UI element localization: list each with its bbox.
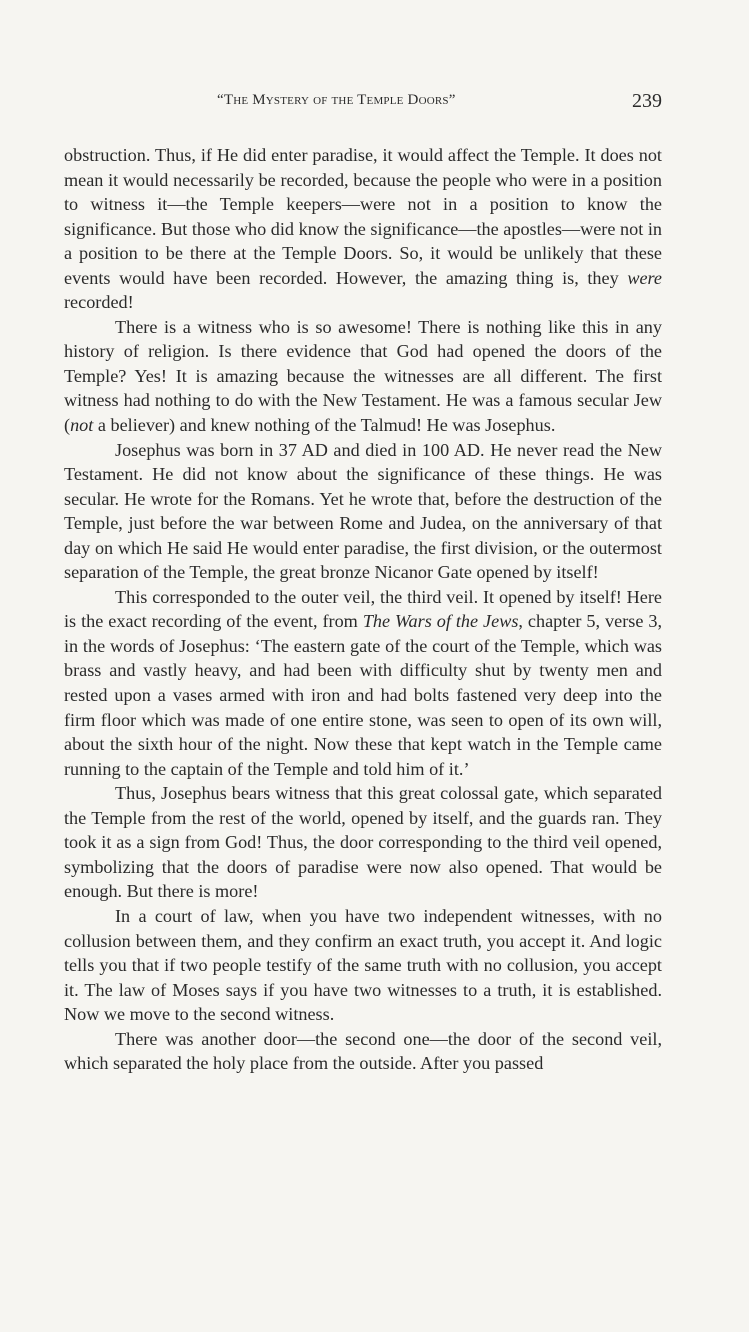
paragraph	[64, 585, 662, 781]
paragraph-text: This corresponded to the outer veil, the third veil. It opened by itself! Here is the exact recording of the event, from	[64, 586, 662, 632]
paragraph-text: recorded!	[64, 292, 134, 313]
paragraph-text: There is a witness who is so awesome! There is nothing like this in any history of religion. Is there evidence that God had opened the doors of the Temple? Yes! It is amazing because the witnesses are all different. The first witness had nothing to do with the New Testament. He was a famous secular Jew (	[64, 316, 662, 436]
italic-text: The Wars of the Jews	[362, 611, 519, 632]
running-head	[64, 90, 662, 120]
paragraph	[64, 781, 662, 904]
italic-text: were	[627, 267, 662, 288]
body-text	[64, 143, 662, 1076]
paragraph	[64, 143, 662, 315]
italic-text: not	[70, 415, 94, 436]
paragraph	[64, 1027, 662, 1076]
paragraph-text: , chapter 5, verse 3, in the words of Josephus: ‘The eastern gate of the court of the Temple, which was brass and vastly heavy, and had been with difficulty shut by twenty men and rested upon a vases armed with iron and had bolts fastened very deep into the firm floor which was made of one entire stone, was seen to open of its own will, about the sixth hour of the night. Now these that kept watch in the Temple came running to the captain of the Temple and told him of it.’	[64, 611, 663, 779]
paragraph-text: There was another door—the second one—the door of the second veil, which separated the holy place from the outside. After you passed	[64, 1028, 662, 1074]
paragraph	[64, 904, 662, 1027]
paragraph-text: a believer) and knew nothing of the Talmud! He was Josephus.	[93, 415, 556, 436]
paragraph	[64, 315, 662, 438]
paragraph-text: In a court of law, when you have two independent witnesses, with no collusion between them, and they confirm an exact truth, you accept it. And logic tells you that if two people testify of the same truth with no collusion, you accept it. The law of Moses says if you have two witnesses to a truth, it is established. Now we move to the second witness.	[64, 905, 662, 1025]
running-title: “The Mystery of the Temple Doors”	[217, 92, 456, 108]
page-number: 239	[632, 90, 662, 112]
paragraph-text: obstruction. Thus, if He did enter paradise, it would affect the Temple. It does not mean it would necessarily be recorded, because the people who were in a position to witness it—the Temple keepers—were not in a position to know the significance. But those who did know the significance—the apostles—were not in a position to be there at the Temple Doors. So, it would be unlikely that these events would have been recorded. However, the amazing thing is, they	[64, 145, 662, 288]
paragraph-text: Josephus was born in 37 AD and died in 100 AD. He never read the New Testament. He did not know about the significance of these things. He was secular. He wrote for the Romans. Yet he wrote that, before the destruction of the Temple, just before the war between Rome and Judea, on the anniversary of that day on which He said He would enter paradise, the first division, or the outermost separation of the Temple, the great bronze Nicanor Gate opened by itself!	[64, 439, 662, 583]
paragraph	[64, 438, 662, 585]
paragraph-text: Thus, Josephus bears witness that this great colossal gate, which separated the Temple from the rest of the world, opened by itself, and the guards ran. They took it as a sign from God! Thus, the door corresponding to the third veil opened, symbolizing that the doors of paradise were now also opened. That would be enough. But there is more!	[64, 783, 662, 902]
